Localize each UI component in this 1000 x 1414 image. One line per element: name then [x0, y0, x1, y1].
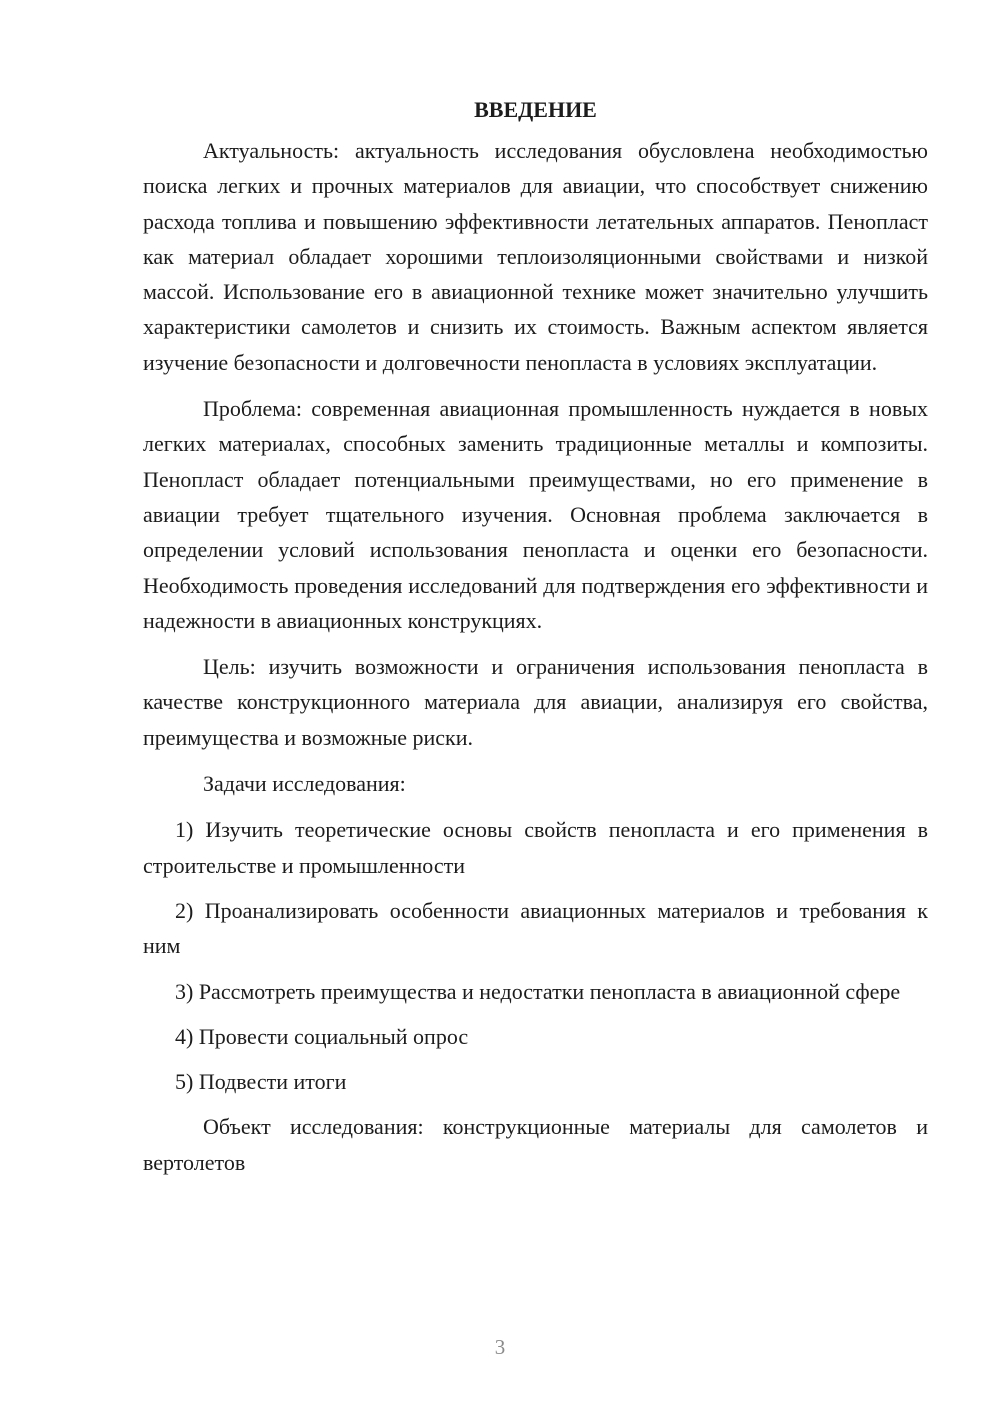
task-item: 1) Изучить теоретические основы свойств пенопласта и его применения в строительстве и промышленности [143, 817, 928, 878]
document-page [143, 95, 928, 1191]
task-item: 5) Подвести итоги [175, 1069, 347, 1095]
paragraph-problem: Проблема: современная авиационная промышленность нуждается в новых легких материалах, способных заменить традиционные металлы и композиты. Пенопласт обладает потенциальными преимуществами, но его применение в авиации требует тщательного изучения. Основная проблема заключается в определении условий использования пенопласта и оценки его безопасности. Необходимость проведения исследований для подтверждения его эффективности и надежности в авиационных конструкциях. [143, 396, 928, 633]
paragraph-object: Объект исследования: конструкционные материалы для самолетов и вертолетов [143, 1114, 928, 1175]
task-item: 3) Рассмотреть преимущества и недостатки пенопласта в авиационной сфере [175, 978, 901, 1004]
paragraph-goal: Цель: изучить возможности и ограничения использования пенопласта в качестве конструкционного материала для авиации, анализируя его свойства, преимущества и возможные риски. [143, 654, 928, 750]
task-item: 4) Провести социальный опрос [175, 1023, 469, 1049]
paragraph-relevance: Актуальность: актуальность исследования обусловлена необходимостью поиска легких и прочных материалов для авиации, что способствует снижению расхода топлива и повышению эффективности летательных аппаратов. Пенопласт как материал обладает хорошими теплоизоляционными свойствами и низкой массой. Использование его в авиационной технике может значительно улучшить характеристики самолетов и снизить их стоимость. Важным аспектом является изучение безопасности и долговечности пенопласта в условиях эксплуатации. [143, 138, 928, 375]
section-title: ВВЕДЕНИЕ [474, 97, 597, 122]
task-item: 2) Проанализировать особенности авиационных материалов и требования к ним [143, 897, 928, 959]
page-number: 3 [494, 1335, 506, 1359]
paragraph-tasks-heading: Задачи исследования: [203, 771, 406, 797]
